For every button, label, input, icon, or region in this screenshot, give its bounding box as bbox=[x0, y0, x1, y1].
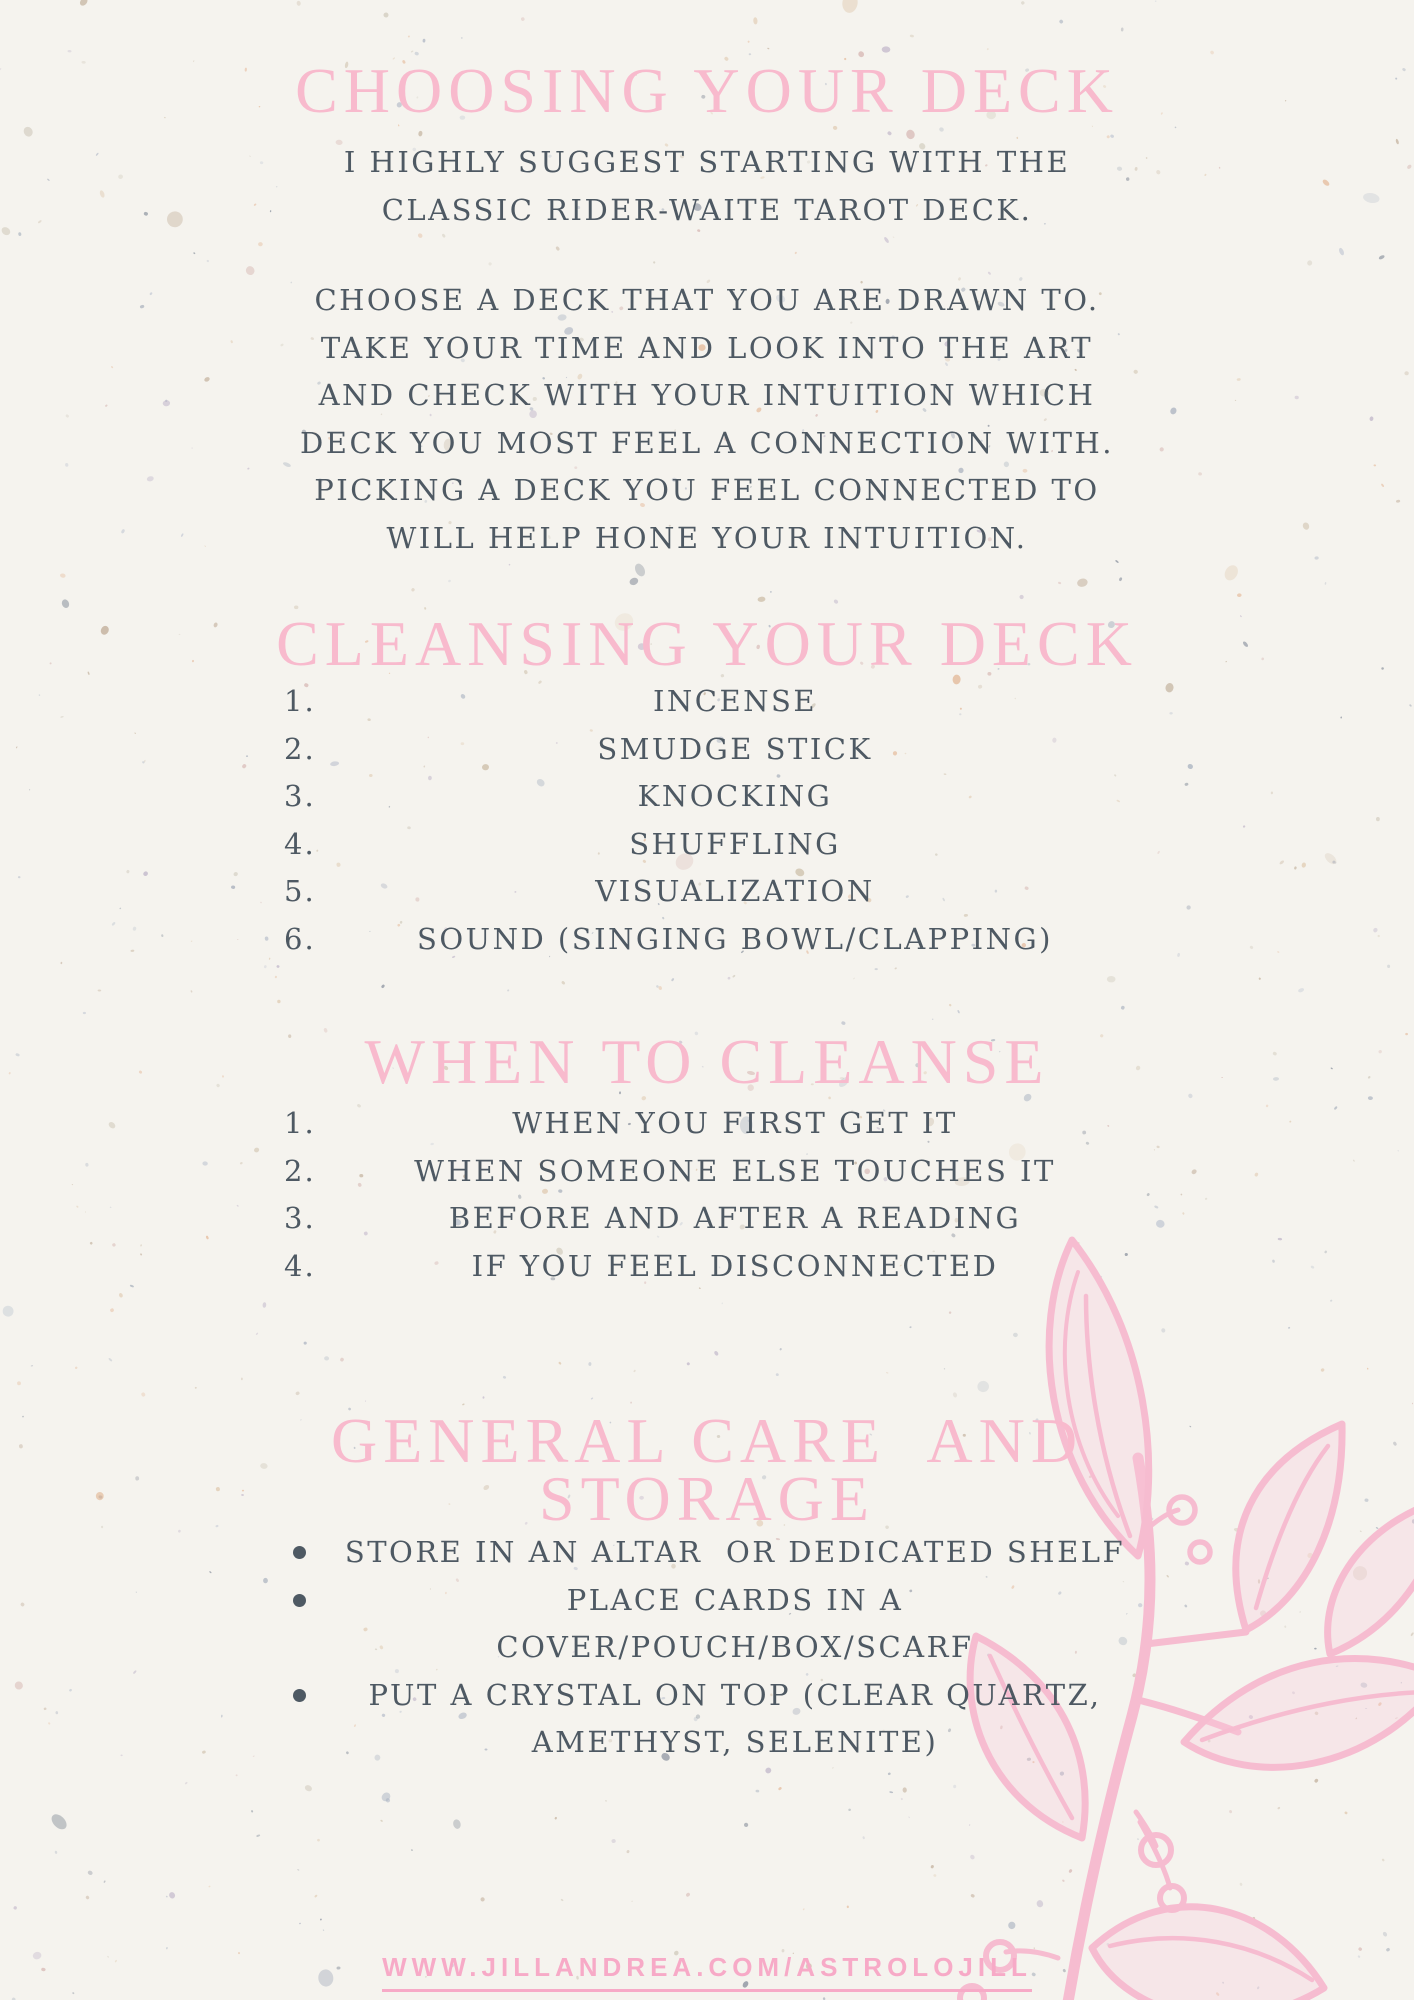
list-number: 2. bbox=[284, 731, 316, 766]
heading-general-care-and-storage bbox=[0, 1405, 1414, 1534]
list-item-text: WHEN SOMEONE ELSE TOUCHES IT bbox=[414, 1153, 1056, 1188]
website-link[interactable]: WWW.JILLANDREA.COM/ASTROLOJILL bbox=[382, 1952, 1032, 1992]
list-item bbox=[0, 1577, 1414, 1672]
list-item bbox=[0, 726, 1414, 774]
list-number: 6. bbox=[284, 921, 316, 956]
text-line: TAKE YOUR TIME AND LOOK INTO THE ART bbox=[320, 330, 1094, 365]
list-item-text: INCENSE bbox=[652, 684, 818, 718]
list-item-text: BEFORE AND AFTER A READING bbox=[448, 1201, 1022, 1235]
list-number: 3. bbox=[284, 779, 316, 813]
list-number: 4. bbox=[284, 1248, 316, 1283]
storage-tips-list bbox=[0, 1529, 1414, 1767]
bullet-line: AMETHYST, SELENITE) bbox=[531, 1725, 939, 1759]
heading-choosing-your-deck: CHOOSING YOUR DECK bbox=[295, 55, 1119, 126]
text-line: PICKING A DECK YOU FEEL CONNECTED TO bbox=[314, 473, 1100, 507]
list-item bbox=[0, 1672, 1414, 1767]
list-item-text: WHEN YOU FIRST GET IT bbox=[512, 1106, 958, 1140]
when-to-cleanse-list bbox=[0, 1100, 1414, 1290]
list-number: 1. bbox=[284, 684, 316, 718]
bullet-line: COVER/POUCH/BOX/SCARF bbox=[496, 1630, 974, 1664]
text-line: AND CHECK WITH YOUR INTUITION WHICH bbox=[318, 378, 1096, 412]
bullet-line: PUT A CRYSTAL ON TOP (CLEAR QUARTZ, bbox=[368, 1677, 1102, 1712]
text-line: STORAGE bbox=[539, 1463, 875, 1534]
list-item-text: SHUFFLING bbox=[629, 826, 841, 861]
list-item bbox=[0, 678, 1414, 726]
cleansing-methods-list bbox=[0, 678, 1414, 963]
heading-when-to-cleanse: WHEN TO CLEANSE bbox=[364, 1026, 1050, 1097]
heading-cleansing-your-deck: CLEANSING YOUR DECK bbox=[276, 608, 1138, 679]
text-line: CLASSIC RIDER-WAITE TAROT DECK. bbox=[381, 192, 1033, 227]
list-item bbox=[0, 773, 1414, 821]
list-item bbox=[0, 1243, 1414, 1291]
list-item-text: SMUDGE STICK bbox=[597, 731, 873, 766]
footer bbox=[0, 1952, 1414, 1992]
list-number: 4. bbox=[284, 826, 316, 861]
list-item bbox=[0, 868, 1414, 916]
list-item bbox=[0, 1195, 1414, 1243]
list-number: 5. bbox=[284, 874, 316, 908]
list-item bbox=[0, 1148, 1414, 1196]
text-line: I HIGHLY SUGGEST STARTING WITH THE bbox=[343, 145, 1071, 179]
list-item-text: SOUND (SINGING BOWL/CLAPPING) bbox=[416, 921, 1053, 956]
bullet-icon bbox=[293, 1594, 306, 1607]
list-item bbox=[0, 916, 1414, 964]
list-item-text: KNOCKING bbox=[637, 779, 833, 813]
bullet-line: STORE IN AN ALTAR OR DEDICATED SHELF bbox=[344, 1535, 1126, 1569]
list-number: 1. bbox=[284, 1106, 316, 1140]
list-item bbox=[0, 1529, 1414, 1577]
text-line: CHOOSE A DECK THAT YOU ARE DRAWN TO. bbox=[314, 283, 1100, 317]
text-line: DECK YOU MOST FEEL A CONNECTION WITH. bbox=[300, 425, 1114, 460]
list-number: 2. bbox=[284, 1153, 316, 1188]
list-item bbox=[0, 1100, 1414, 1148]
list-number: 3. bbox=[284, 1201, 316, 1235]
list-item bbox=[0, 821, 1414, 869]
list-item-text: IF YOU FEEL DISCONNECTED bbox=[471, 1248, 999, 1283]
list-item-text: VISUALIZATION bbox=[595, 874, 875, 908]
bullet-icon bbox=[293, 1689, 306, 1702]
text-line: WILL HELP HONE YOUR INTUITION. bbox=[386, 520, 1028, 555]
choosing-intro-text bbox=[0, 139, 1414, 234]
bullet-icon bbox=[293, 1546, 306, 1559]
bullet-line: PLACE CARDS IN A bbox=[566, 1582, 904, 1617]
choosing-body-text bbox=[0, 277, 1414, 562]
text-line: GENERAL CARE AND bbox=[330, 1405, 1084, 1476]
